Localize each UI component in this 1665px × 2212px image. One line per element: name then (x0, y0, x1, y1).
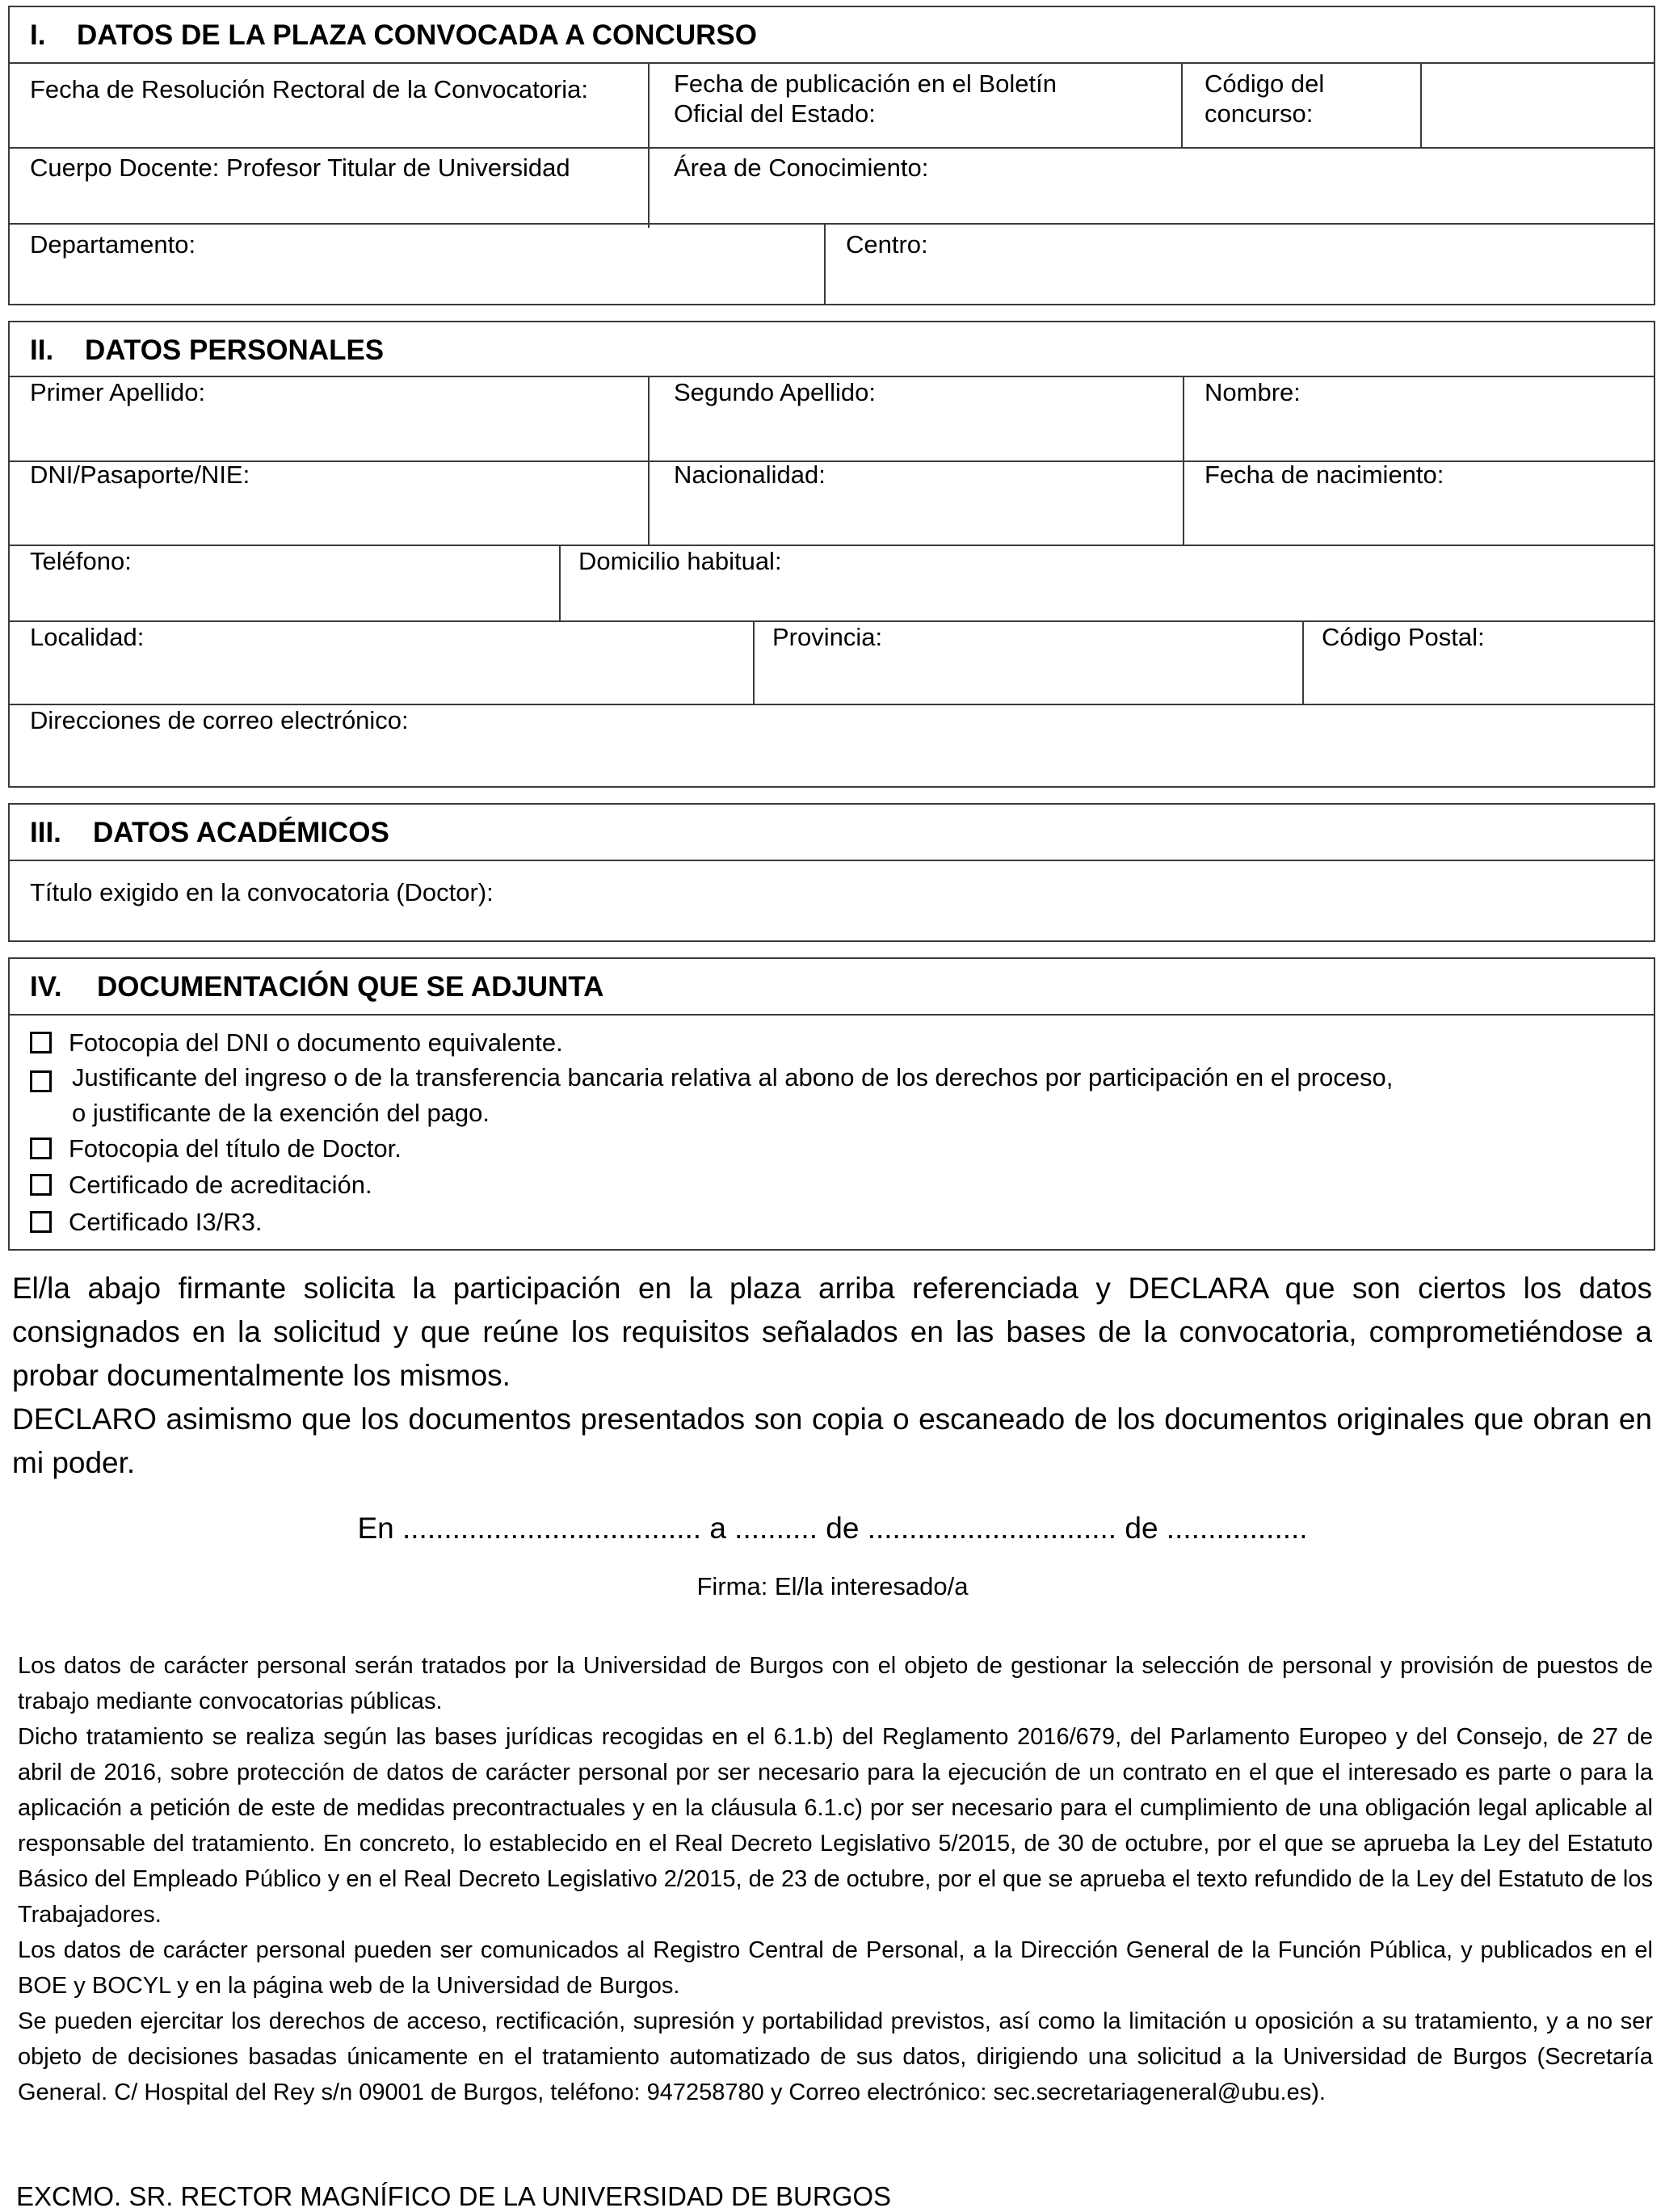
addressee: EXCMO. SR. RECTOR MAGNÍFICO DE LA UNIVERSIDAD DE BURGOS (16, 2181, 892, 2211)
codigo-concurso-label-cell (1183, 64, 1420, 147)
signature-label: Firma: El/la interesado/a (696, 1572, 969, 1600)
section-documentacion (8, 957, 1655, 1251)
area-conocimiento-label: Área de Conocimiento: (674, 153, 929, 182)
doc-item-label: Justificante del ingreso o de la transferencia bancaria relativa al abono de los derechos por participación en el proceso, (72, 1063, 1394, 1091)
legal-paragraph: Los datos de carácter personal serán tratados por la Universidad de Burgos con el objeto de gestionar la selección de personal y provisión de puestos de trabajo mediante convocatorias públicas. (18, 1653, 1653, 1714)
section-plaza-convocada (8, 6, 1655, 305)
section-heading: DATOS PERSONALES (85, 334, 385, 366)
nacionalidad-label: Nacionalidad: (674, 460, 826, 489)
dni-field[interactable] (10, 462, 648, 545)
checkbox[interactable] (30, 1070, 52, 1092)
fecha-resolucion-field[interactable] (10, 64, 648, 147)
section-datos-academicos (8, 803, 1655, 942)
fecha-boe-label: Fecha de publicación en el Boletín Oficial del Estado: (674, 69, 1057, 128)
nombre-label: Nombre: (1205, 378, 1301, 406)
localidad-label: Localidad: (30, 623, 145, 651)
fecha-resolucion-label: Fecha de Resolución Rectoral de la Convocatoria: (30, 75, 588, 103)
section-title (10, 805, 1654, 861)
data-protection-notice (18, 1648, 1653, 2110)
declaration (12, 1267, 1652, 1485)
cuerpo-docente-label: Cuerpo Docente: Profesor Titular de Universidad (30, 153, 570, 182)
checkbox[interactable] (30, 1174, 52, 1196)
section-title (10, 322, 1654, 377)
correo-label: Direcciones de correo electrónico: (30, 706, 409, 734)
section-title (10, 7, 1654, 64)
primer-apellido-label: Primer Apellido: (30, 378, 206, 406)
doc-item-label: Fotocopia del DNI o documento equivalente. (69, 1028, 563, 1057)
codigo-postal-field[interactable] (1304, 622, 1654, 704)
legal-paragraph: Dicho tratamiento se realiza según las bases jurídicas recogidas en el 6.1.b) del Reglamento 2016/679, del Parlamento Europeo y del Consejo, de 27 de abril de 2016, sobre protección de datos de carácter personal por ser necesario para la ejecución de un contrato en el que el interesado es parte o para la aplicación a petición de este de medidas precontractuales y en la cláusula 6.1.c) por ser necesario para el cumplimiento de una obligación legal aplicable al responsable del tratamiento. En concreto, lo establecido en el Real Decreto Legislativo 5/2015, de 30 de octubre, por el que se aprueba la Ley del Estatuto Básico del Empleado Público y en el Real Decreto Legislativo 2/2015, de 23 de octubre, por el que se aprueba el texto refundido de la Ley del Estatuto de los Trabajadores. (18, 1724, 1653, 1928)
primer-apellido-field[interactable] (10, 377, 648, 460)
fecha-boe-field[interactable] (650, 64, 1188, 147)
provincia-label: Provincia: (772, 623, 883, 651)
checkbox[interactable] (30, 1032, 52, 1053)
fecha-nacimiento-field[interactable] (1184, 462, 1654, 545)
declaration-paragraph: DECLARO asimismo que los documentos presentados son copia o escaneado de los documentos originales que obran en mi poder. (12, 1402, 1652, 1479)
declaration-paragraph: El/la abajo firmante solicita la participación en la plaza arriba referenciada y DECLARA que son ciertos los datos consignados en la solicitud y que reúne los requisitos señalados en las bases de la convocatoria, comprometiéndose a probar documentalmente los mismos. (12, 1272, 1652, 1392)
departamento-field[interactable] (10, 225, 824, 304)
provincia-field[interactable] (755, 622, 1294, 704)
legal-paragraph: Los datos de carácter personal pueden ser comunicados al Registro Central de Personal, a la Dirección General de la Función Pública, y publicados en el BOE y BOCYL y en la página web de la Universidad de Burgos. (18, 1937, 1653, 1999)
doc-item-label-continuation: o justificante de la exención del pago. (72, 1099, 490, 1127)
section-datos-personales (8, 321, 1655, 788)
doc-item-label: Certificado de acreditación. (69, 1171, 372, 1199)
checkbox[interactable] (30, 1211, 52, 1233)
codigo-concurso-input[interactable] (1422, 64, 1654, 147)
section-number: III. (30, 817, 61, 848)
codigo-postal-label: Código Postal: (1322, 623, 1485, 651)
doc-item-label: Fotocopia del título de Doctor. (69, 1134, 402, 1163)
telefono-field[interactable] (10, 546, 559, 620)
segundo-apellido-field[interactable] (650, 377, 1183, 460)
dni-label: DNI/Pasaporte/NIE: (30, 460, 250, 489)
section-number: IV. (30, 971, 62, 1003)
checkbox[interactable] (30, 1138, 52, 1159)
place-date-line[interactable]: En .................................... a .......... de .............................. de ................. (357, 1512, 1308, 1545)
nacionalidad-field[interactable] (650, 462, 1183, 545)
section-heading: DOCUMENTACIÓN QUE SE ADJUNTA (97, 971, 604, 1003)
section-heading: DATOS ACADÉMICOS (93, 817, 389, 848)
fecha-nacimiento-label: Fecha de nacimiento: (1205, 460, 1444, 489)
titulo-field[interactable] (10, 861, 1654, 940)
section-number: I. (30, 19, 46, 51)
centro-field[interactable] (826, 225, 1654, 304)
legal-paragraph: Se pueden ejercitar los derechos de acceso, rectificación, supresión y portabilidad previstos, así como la limitación u oposición a su tratamiento, y a no ser objeto de decisiones basadas únicamente en el tratamiento automatizado de sus datos, dirigiendo una solicitud a la Universidad de Burgos (Secretaría General. C/ Hospital del Rey s/n 09001 de Burgos, teléfono: 947258780 y Correo electrónico: sec.secretariageneral@ubu.es). (18, 2008, 1653, 2105)
departamento-label: Departamento: (30, 230, 196, 259)
telefono-label: Teléfono: (30, 547, 132, 575)
localidad-field[interactable] (10, 622, 753, 704)
doc-item-label: Certificado I3/R3. (69, 1208, 263, 1236)
centro-label: Centro: (846, 230, 928, 259)
segundo-apellido-label: Segundo Apellido: (674, 378, 876, 406)
nombre-field[interactable] (1184, 377, 1654, 460)
codigo-concurso-label: Código del concurso: (1205, 69, 1325, 128)
section-heading: DATOS DE LA PLAZA CONVOCADA A CONCURSO (77, 19, 757, 51)
section-title (10, 959, 1654, 1016)
cuerpo-docente-field (10, 149, 648, 224)
area-conocimiento-field[interactable] (650, 149, 1654, 224)
titulo-label: Título exigido en la convocatoria (Doctor): (30, 878, 494, 906)
section-number: II. (30, 334, 54, 366)
correo-field[interactable] (10, 705, 1654, 786)
domicilio-label: Domicilio habitual: (578, 547, 782, 575)
domicilio-field[interactable] (561, 546, 1654, 620)
